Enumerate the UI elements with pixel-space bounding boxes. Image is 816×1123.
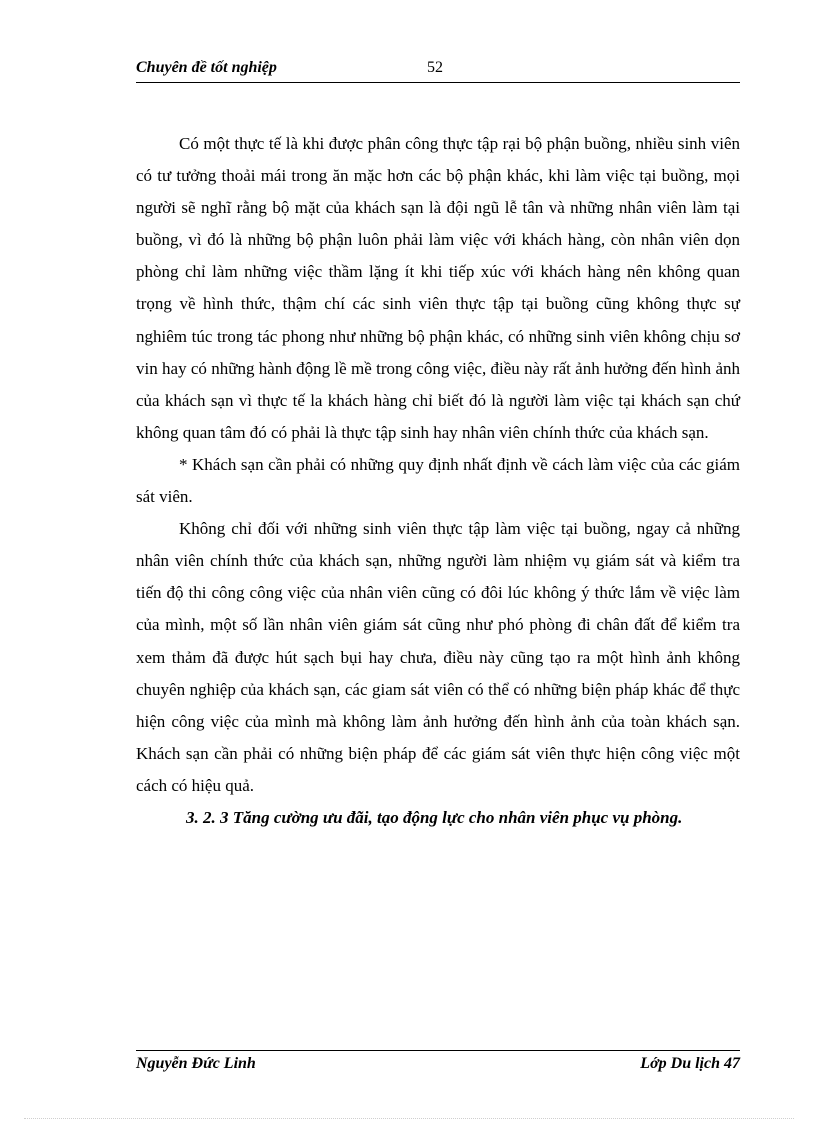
footer-class: Lớp Du lịch 47	[640, 1055, 740, 1072]
page-header	[136, 58, 740, 83]
page-number: 52	[427, 59, 443, 76]
section-heading: 3. 2. 3 Tăng cường ưu đãi, tạo động lực cho nhân viên phục vụ phòng.	[186, 807, 683, 827]
footer-author: Nguyễn Đức Linh	[136, 1055, 256, 1072]
paragraph: Có một thực tế là khi được phân công thực tập rại bộ phận buồng, nhiều sinh viên có tư tưởng thoải mái trong ăn mặc hơn các bộ phận khác, khi làm việc tại buồng, mọi người sẽ nghĩ rằng bộ mặt của khách sạn là đội ngũ lễ tân và những nhân viên làm tại buồng, vì đó là những bộ phận luôn phải làm việc với khách hàng, còn nhân viên dọn phòng chỉ làm những việc thầm lặng ít khi tiếp xúc với khách hàng nên không quan trọng về hình thức, thậm chí các sinh viên thực tập tại buồng cũng không thực sự nghiêm túc trong tác phong như những bộ phận khác, có những sinh viên không chịu sơ vin hay có những hành động lề mề trong công việc, điều này rất ảnh hưởng đến hình ảnh của khách sạn vì thực tế la khách hàng chỉ biết đó là người làm việc tại khách sạn chứ không quan tâm đó có phải là thực tập sinh hay nhân viên chính thức của khách sạn.	[136, 134, 740, 442]
header-title: Chuyên đề tốt nghiệp	[136, 59, 277, 76]
paragraph: Không chỉ đối với những sinh viên thực tập làm việc tại buồng, ngay cả những nhân viên chính thức của khách sạn, những người làm nhiệm vụ giám sát và kiểm tra tiến độ thi công công việc của nhân viên cũng có đôi lúc không ý thức lắm về việc làm của mình, một số lần nhân viên giám sát cũng như phó phòng đi chân đất để kiểm tra xem thảm đã được hút sạch bụi hay chưa, điều này cũng tạo ra một hình ảnh không chuyên nghiệp của khách sạn, các giam sát viên có thể có những biện pháp khác để thực hiện công việc của mình mà không làm ảnh hưởng đến hình ảnh của toàn khách sạn. Khách sạn cần phải có những biện pháp để các giám sát viên thực hiện công việc một cách có hiệu quả.	[136, 519, 740, 795]
page-edge-divider	[24, 1118, 794, 1119]
document-body	[136, 128, 740, 834]
page-footer	[136, 1050, 740, 1079]
paragraph: * Khách sạn cần phải có những quy định nhất định về cách làm việc của các giám sát viên.	[136, 454, 740, 507]
